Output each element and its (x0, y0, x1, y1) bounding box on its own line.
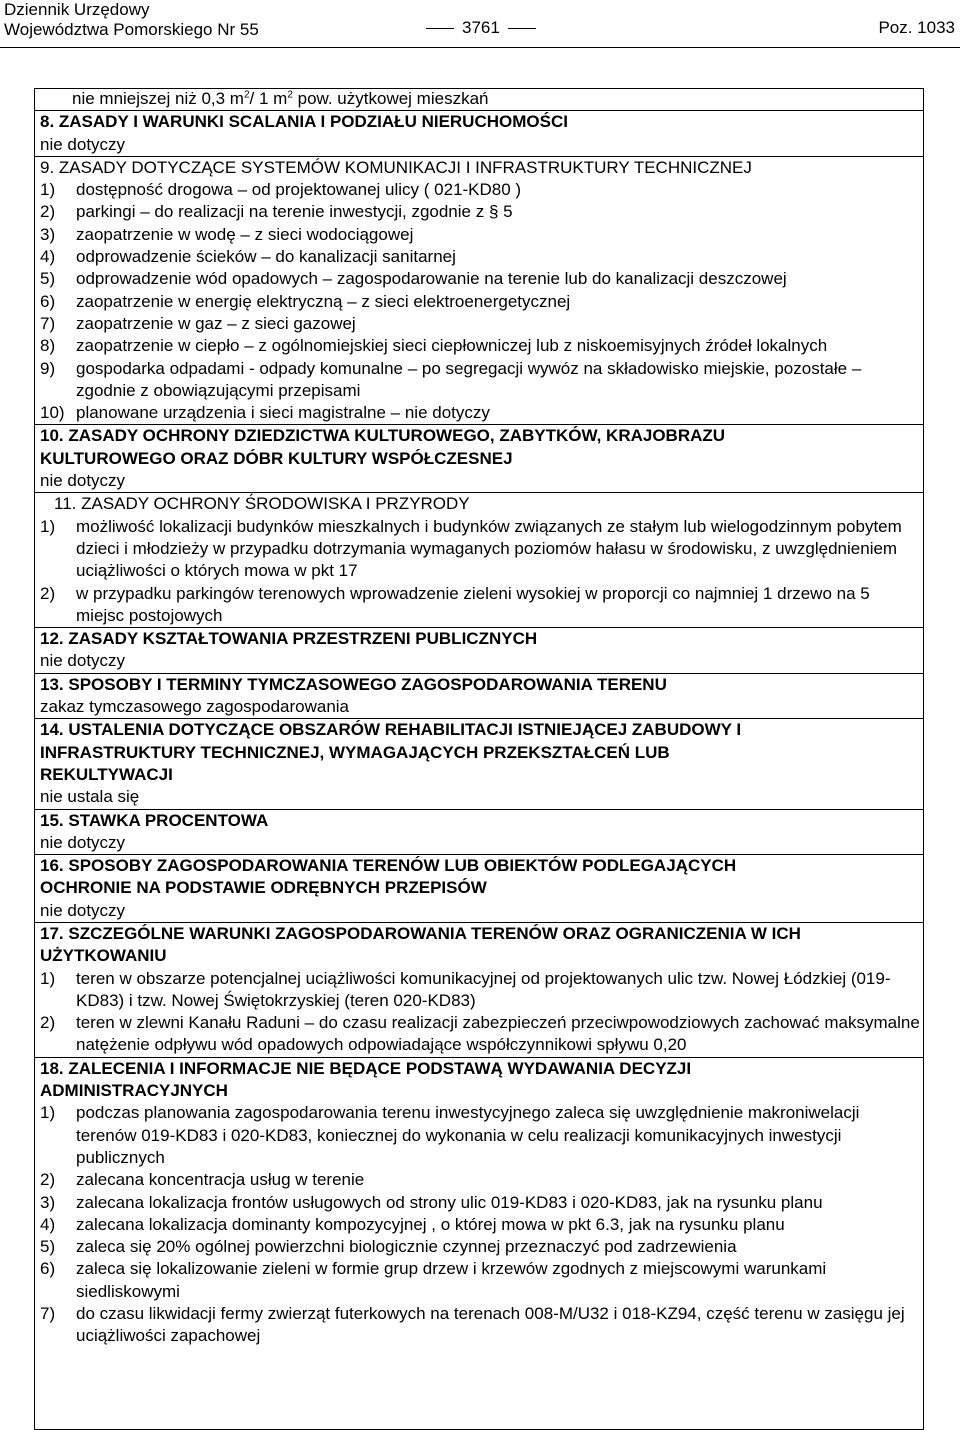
section-18-title-line2: ADMINISTRACYJNYCH (40, 1081, 228, 1101)
item-number: 5) (40, 269, 56, 289)
page-number (418, 18, 544, 38)
section-9-item (40, 291, 920, 313)
section-9-item (40, 402, 920, 424)
section-18-title-line1: 18. ZALECENIA I INFORMACJE NIE BĘDĄCE PODSTAWĄ WYDAWANIA DECYZJI (40, 1058, 692, 1078)
section-16-title-line1: 16. SPOSOBY ZAGOSPODAROWANIA TERENÓW LUB OBIEKTÓW PODLEGAJĄCYCH (40, 856, 737, 876)
section-12-title: 12. ZASADY KSZTAŁTOWANIA PRZESTRZENI PUBLICZNYCH (40, 629, 538, 649)
section-13-value: zakaz tymczasowego zagospodarowania (40, 697, 350, 717)
item-number: 7) (40, 1304, 56, 1324)
item-text: podczas planowania zagospodarowania terenu inwestycyjnego zaleca się uwzględnienie makroniwelacji terenów 019-KD83 i 020-KD83, koniecznej do wykonania w celu realizacji komunikacyjnych inwestycji publicznych (76, 1103, 860, 1167)
item-text: zaopatrzenie w ciepło – z ogólnomiejskiej sieci ciepłowniczej lub z niskoemisyjnych źródeł lokalnych (76, 336, 828, 356)
section-14-title-line2: INFRASTRUKTURY TECHNICZNEJ, WYMAGAJĄCYCH PRZEKSZTAŁCEŃ LUB (40, 742, 670, 762)
item-text: zalecana lokalizacja dominanty kompozycyjnej , o której mowa w pkt 6.3, jak na rysunku planu (76, 1214, 785, 1234)
item-text: zaopatrzenie w energię elektryczną – z sieci elektroenergetycznej (76, 291, 571, 311)
item-number: 2) (40, 1170, 56, 1190)
item-number: 2) (40, 583, 56, 603)
section-18-item (40, 1102, 920, 1169)
item-number: 2) (40, 1013, 56, 1033)
section-12-value: nie dotyczy (40, 651, 126, 671)
page-header (0, 0, 960, 50)
section-10-title-line2: KULTUROWEGO ORAZ DÓBR KULTURY WSPÓŁCZESNEJ (40, 448, 513, 468)
section-17-list (40, 968, 920, 1057)
item-number: 9) (40, 358, 56, 378)
item-number: 3) (40, 1192, 56, 1212)
item-number: 6) (40, 1259, 56, 1279)
section-14-title-line3: REKULTYWACJI (40, 764, 173, 784)
item-number: 1) (40, 968, 56, 988)
item-text: teren w zlewni Kanału Raduni – do czasu realizacji zabezpieczeń przeciwpowodziowych zachować maksymalne natężenie odpływu wód opadowych odpowiadające współczynnikowi spływu 0,20 (76, 1013, 920, 1055)
header-rule (0, 47, 960, 48)
item-text: gospodarka odpadami - odpady komunalne – po segregacji wywóz na składowisko miejskie, pozostałe – zgodnie z obowiązującymi przepisami (76, 358, 862, 400)
item-text: zaleca się lokalizowanie zieleni w formie grup drzew i krzewów zgodnych z miejscowymi warunkami siedliskowymi (76, 1259, 827, 1301)
section-16-title-line2: OCHRONIE NA PODSTAWIE ODRĘBNYCH PRZEPISÓW (40, 878, 487, 898)
position-number: Poz. 1033 (878, 18, 955, 37)
section-17-item (40, 968, 920, 1013)
section-10-title-line1: 10. ZASADY OCHRONY DZIEDZICTWA KULTUROWEGO, ZABYTKÓW, KRAJOBRAZU (40, 426, 726, 446)
item-text: odprowadzenie ścieków – do kanalizacji sanitarnej (76, 247, 456, 267)
page-number-value: 3761 (462, 18, 500, 37)
item-number: 5) (40, 1237, 56, 1257)
section-9-list (40, 179, 920, 424)
item-number: 6) (40, 291, 56, 311)
section-14-title-line1: 14. USTALENIA DOTYCZĄCE OBSZARÓW REHABILITACJI ISTNIEJĄCEJ ZABUDOWY I (40, 720, 742, 740)
item-number: 7) (40, 313, 56, 333)
item-number: 4) (40, 247, 56, 267)
item-text: planowane urządzenia i sieci magistralne – nie dotyczy (76, 403, 490, 423)
section-9-item (40, 335, 920, 357)
item-number: 1) (40, 1103, 56, 1123)
section-13-title: 13. SPOSOBY I TERMINY TYMCZASOWEGO ZAGOSPODAROWANIA TERENU (40, 674, 667, 694)
section-8-title: 8. ZASADY I WARUNKI SCALANIA I PODZIAŁU NIERUCHOMOŚCI (40, 112, 568, 132)
item-text: zaopatrzenie w wodę – z sieci wodociągowej (76, 224, 414, 244)
journal-name: Dziennik Urzędowy (4, 0, 150, 19)
document-body (40, 88, 920, 1348)
item-text: możliwość lokalizacji budynków mieszkalnych i budynków związanych ze stałym lub wielogodzinnym pobytem dzieci i młodzieży w przypadku dotrzymania wymaganych poziomów hałasu w środowisku, z uwzględnieniem uciążliwości o których mowa w pkt 17 (76, 516, 902, 581)
section-9-item (40, 179, 920, 201)
section-9-item (40, 224, 920, 246)
section-18-list (40, 1102, 920, 1347)
item-text: do czasu likwidacji fermy zwierząt futerkowych na terenach 008-M/U32 i 018-KZ94, część terenu w zasięgu jej uciążliwości zapachowej (76, 1304, 905, 1346)
section-9-item (40, 201, 920, 223)
section-11-item (40, 583, 920, 628)
section-17-title-line2: UŻYTKOWANIU (40, 946, 167, 966)
item-number: 8) (40, 336, 56, 356)
section-10-value: nie dotyczy (40, 471, 126, 491)
item-text: zalecana lokalizacja frontów usługowych od strony ulic 019-KD83 i 020-KD83, jak na rysunku planu (76, 1192, 823, 1212)
item-number: 4) (40, 1214, 56, 1234)
section7-tail: nie mniejszej niż 0,3 $m^2/$ 1 $m^2$ pow. użytkowej mieszkań (72, 89, 489, 108)
item-number: 10) (40, 403, 65, 423)
section-8-value: nie dotyczy (40, 134, 126, 154)
section-16-value: nie dotyczy (40, 900, 126, 920)
section-9-item (40, 358, 920, 403)
section-18-item (40, 1192, 920, 1214)
section-9-item (40, 268, 920, 290)
section-11-title: 11. ZASADY OCHRONY ŚRODOWISKA I PRZYRODY (54, 494, 470, 514)
section-15-value: nie dotyczy (40, 832, 126, 852)
section-18-item (40, 1258, 920, 1303)
item-text: odprowadzenie wód opadowych – zagospodarowanie na terenie lub do kanalizacji deszczowej (76, 269, 787, 289)
section-17-title-line1: 17. SZCZEGÓLNE WARUNKI ZAGOSPODAROWANIA TERENÓW ORAZ OGRANICZENIA W ICH (40, 923, 801, 943)
section-18-item (40, 1303, 920, 1348)
item-number: 2) (40, 202, 56, 222)
item-number: 1) (40, 180, 56, 200)
item-text: parkingi – do realizacji na terenie inwestycji, zgodnie z § 5 (76, 202, 513, 222)
item-text: teren w obszarze potencjalnej uciążliwości komunikacyjnej od projektowanych ulic tzw. Nowej Łódzkiej (019-KD83) i tzw. Nowej Świętokrzyskiej (teren 020-KD83) (76, 968, 891, 1010)
section-11-item (40, 516, 920, 583)
section-18-item (40, 1214, 920, 1236)
dash-right (508, 28, 536, 29)
item-text: zalecana koncentracja usług w terenie (76, 1170, 365, 1190)
section-14-value: nie ustala się (40, 787, 140, 807)
journal-title (4, 0, 259, 40)
journal-issue: Województwa Pomorskiego Nr 55 (4, 20, 259, 39)
section-11-list (40, 516, 920, 627)
section-17-item (40, 1012, 920, 1057)
section-9-item (40, 246, 920, 268)
section-18-item (40, 1169, 920, 1191)
section-9-title: 9. ZASADY DOTYCZĄCE SYSTEMÓW KOMUNIKACJI I INFRASTRUKTURY TECHNICZNEJ (40, 157, 752, 177)
section-9-item (40, 313, 920, 335)
section-18-item (40, 1236, 920, 1258)
section-15-title: 15. STAWKA PROCENTOWA (40, 810, 269, 830)
item-text: dostępność drogowa – od projektowanej ulicy ( 021-KD80 ) (76, 180, 522, 200)
dash-left (426, 28, 454, 29)
item-text: zaleca się 20% ogólnej powierzchni biologicznie czynnej przeznaczyć pod zadrzewienia (76, 1237, 737, 1257)
item-text: w przypadku parkingów terenowych wprowadzenie zieleni wysokiej w proporcji co najmniej 1 drzewo na 5 miejsc postojowych (76, 583, 870, 625)
item-number: 3) (40, 224, 56, 244)
item-text: zaopatrzenie w gaz – z sieci gazowej (76, 313, 356, 333)
item-number: 1) (40, 516, 56, 536)
